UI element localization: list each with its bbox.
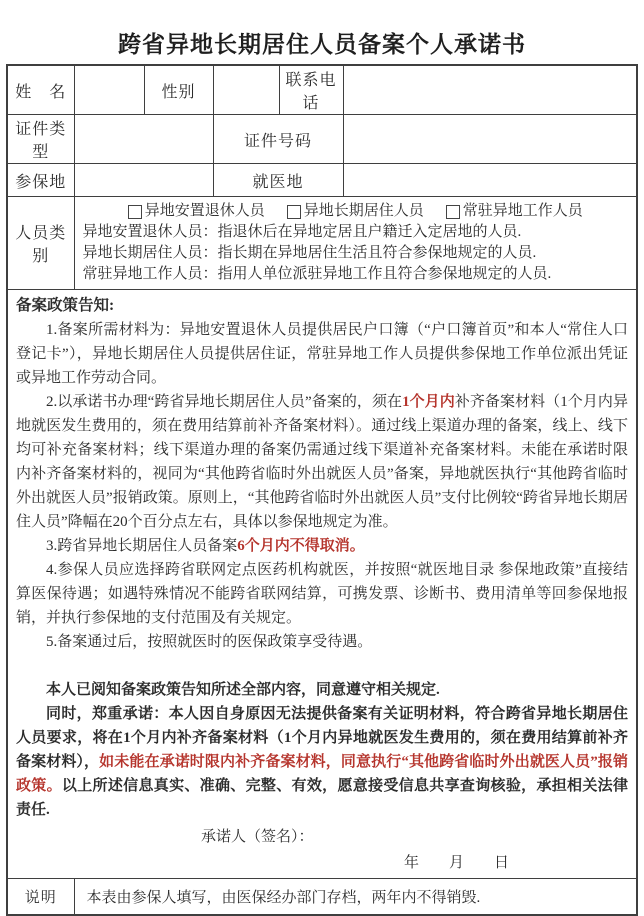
page-title: 跨省异地长期居住人员备案个人承诺书 xyxy=(118,32,526,57)
definition-line: 异地长期居住人员：指长期在异地居住生活且符合参保地规定的人员. xyxy=(82,245,537,261)
checkbox-icon[interactable] xyxy=(287,205,301,219)
treatment-place-label: 就医地 xyxy=(213,164,343,197)
name-input-cell[interactable] xyxy=(74,65,144,115)
date-line: 年 月 日 xyxy=(404,855,510,871)
policy-item-5: 5.备案通过后，按照就医时的医保政策享受待遇。 xyxy=(46,634,373,650)
policy-and-commitment-cell xyxy=(7,290,637,879)
form-table xyxy=(6,64,638,916)
commitment-block xyxy=(16,678,628,822)
id-type-label: 证件类型 xyxy=(7,115,74,164)
policy-item-1: 1.备案所需材料为：异地安置退休人员提供居民户口簿（“户口簿首页”和本人“常住人口登记卡”），异地长期居住人员提供居住证，常驻异地工作人员提供参保地工作单位派出凭证或异地工作劳动合同。 xyxy=(16,322,628,386)
commitment-paragraph-1: 本人已阅知备案政策告知所述全部内容，同意遵守相关规定. xyxy=(46,682,440,698)
category-definitions xyxy=(83,222,629,285)
definition-line: 异地安置退休人员：指退休后在异地定居且户籍迁入定居地的人员. xyxy=(82,224,522,240)
id-type-input-cell[interactable] xyxy=(74,115,213,164)
gender-input-cell[interactable] xyxy=(213,65,279,115)
gender-label: 性别 xyxy=(144,65,213,115)
id-number-input-cell[interactable] xyxy=(343,115,637,164)
person-category-label: 人员类别 xyxy=(7,197,74,290)
policy-item-4: 4.参保人员应选择跨省联网定点医药机构就医，并按照“就医地目录 参保地政策”直接结算医保待遇；如遇特殊情况不能跨省联网结算，可携发票、诊断书、费用清单等回参保地报销，并执行参保地的支付范围及有关规定。 xyxy=(16,562,628,626)
category-options-row xyxy=(83,201,629,222)
phone-input-cell[interactable] xyxy=(343,65,637,115)
name-label: 姓 名 xyxy=(7,65,74,115)
insured-place-input-cell[interactable] xyxy=(74,164,213,197)
checkbox-icon[interactable] xyxy=(446,205,460,219)
person-category-cell xyxy=(74,197,637,290)
option-label: 常驻异地工作人员 xyxy=(462,203,583,219)
phone-label: 联系电话 xyxy=(279,65,343,115)
policy-item-3: 3.跨省异地长期居住人员备案6个月内不得取消。 xyxy=(46,538,365,554)
option-label: 异地安置退休人员 xyxy=(144,203,265,219)
treatment-place-input-cell[interactable] xyxy=(343,164,637,197)
id-number-label: 证件号码 xyxy=(213,115,343,164)
option-relocated-retiree[interactable] xyxy=(128,201,265,222)
policy-heading: 备案政策告知: xyxy=(16,297,115,314)
checkbox-icon[interactable] xyxy=(128,205,142,219)
option-stationed-worker[interactable] xyxy=(446,201,583,222)
signature-label: 承诺人（签名）： xyxy=(201,829,314,845)
policy-item-2: 2.以承诺书办理“跨省异地长期居住人员”备案的，须在1个月内补齐备案材料（1个月内异地就医发生费用的，须在费用结算前补齐备案材料）。通过线上渠道办理的备案，线上、线下均可补充备案材料；线下渠道办理的备案仍需通过线下渠道补充备案材料。未能在承诺时限内补齐备案材料的，视同为“其他跨省临时外出就医人员”备案，异地就医执行“其他跨省临时外出就医人员”报销政策。原则上，“其他跨省临时外出就医人员”支付比例较“跨省异地长期居住人员”降幅在20个百分点左右，具体以参保地规定为准。 xyxy=(16,394,628,530)
note-text: 本表由参保人填写，由医保经办部门存档，两年内不得销毁. xyxy=(74,879,637,916)
definition-line: 常驻异地工作人员：指用人单位派驻异地工作且符合参保地规定的人员. xyxy=(82,266,552,282)
insured-place-label: 参保地 xyxy=(7,164,74,197)
commitment-paragraph-2: 同时，郑重承诺：本人因自身原因无法提供备案有关证明材料，符合跨省异地长期居住人员要求，将在1个月内补齐备案材料（1个月内异地就医发生费用的，须在费用结算前补齐备案材料），如未能在承诺时限内补齐备案材料，同意执行“其他跨省临时外出就医人员”报销政策。以上所述信息真实、准确、完整、有效，愿意接受信息共享查询核验，承担相关法律责任. xyxy=(16,706,628,818)
option-long-term-resident[interactable] xyxy=(287,201,424,222)
note-label: 说明 xyxy=(7,879,74,916)
option-label: 异地长期居住人员 xyxy=(303,203,424,219)
